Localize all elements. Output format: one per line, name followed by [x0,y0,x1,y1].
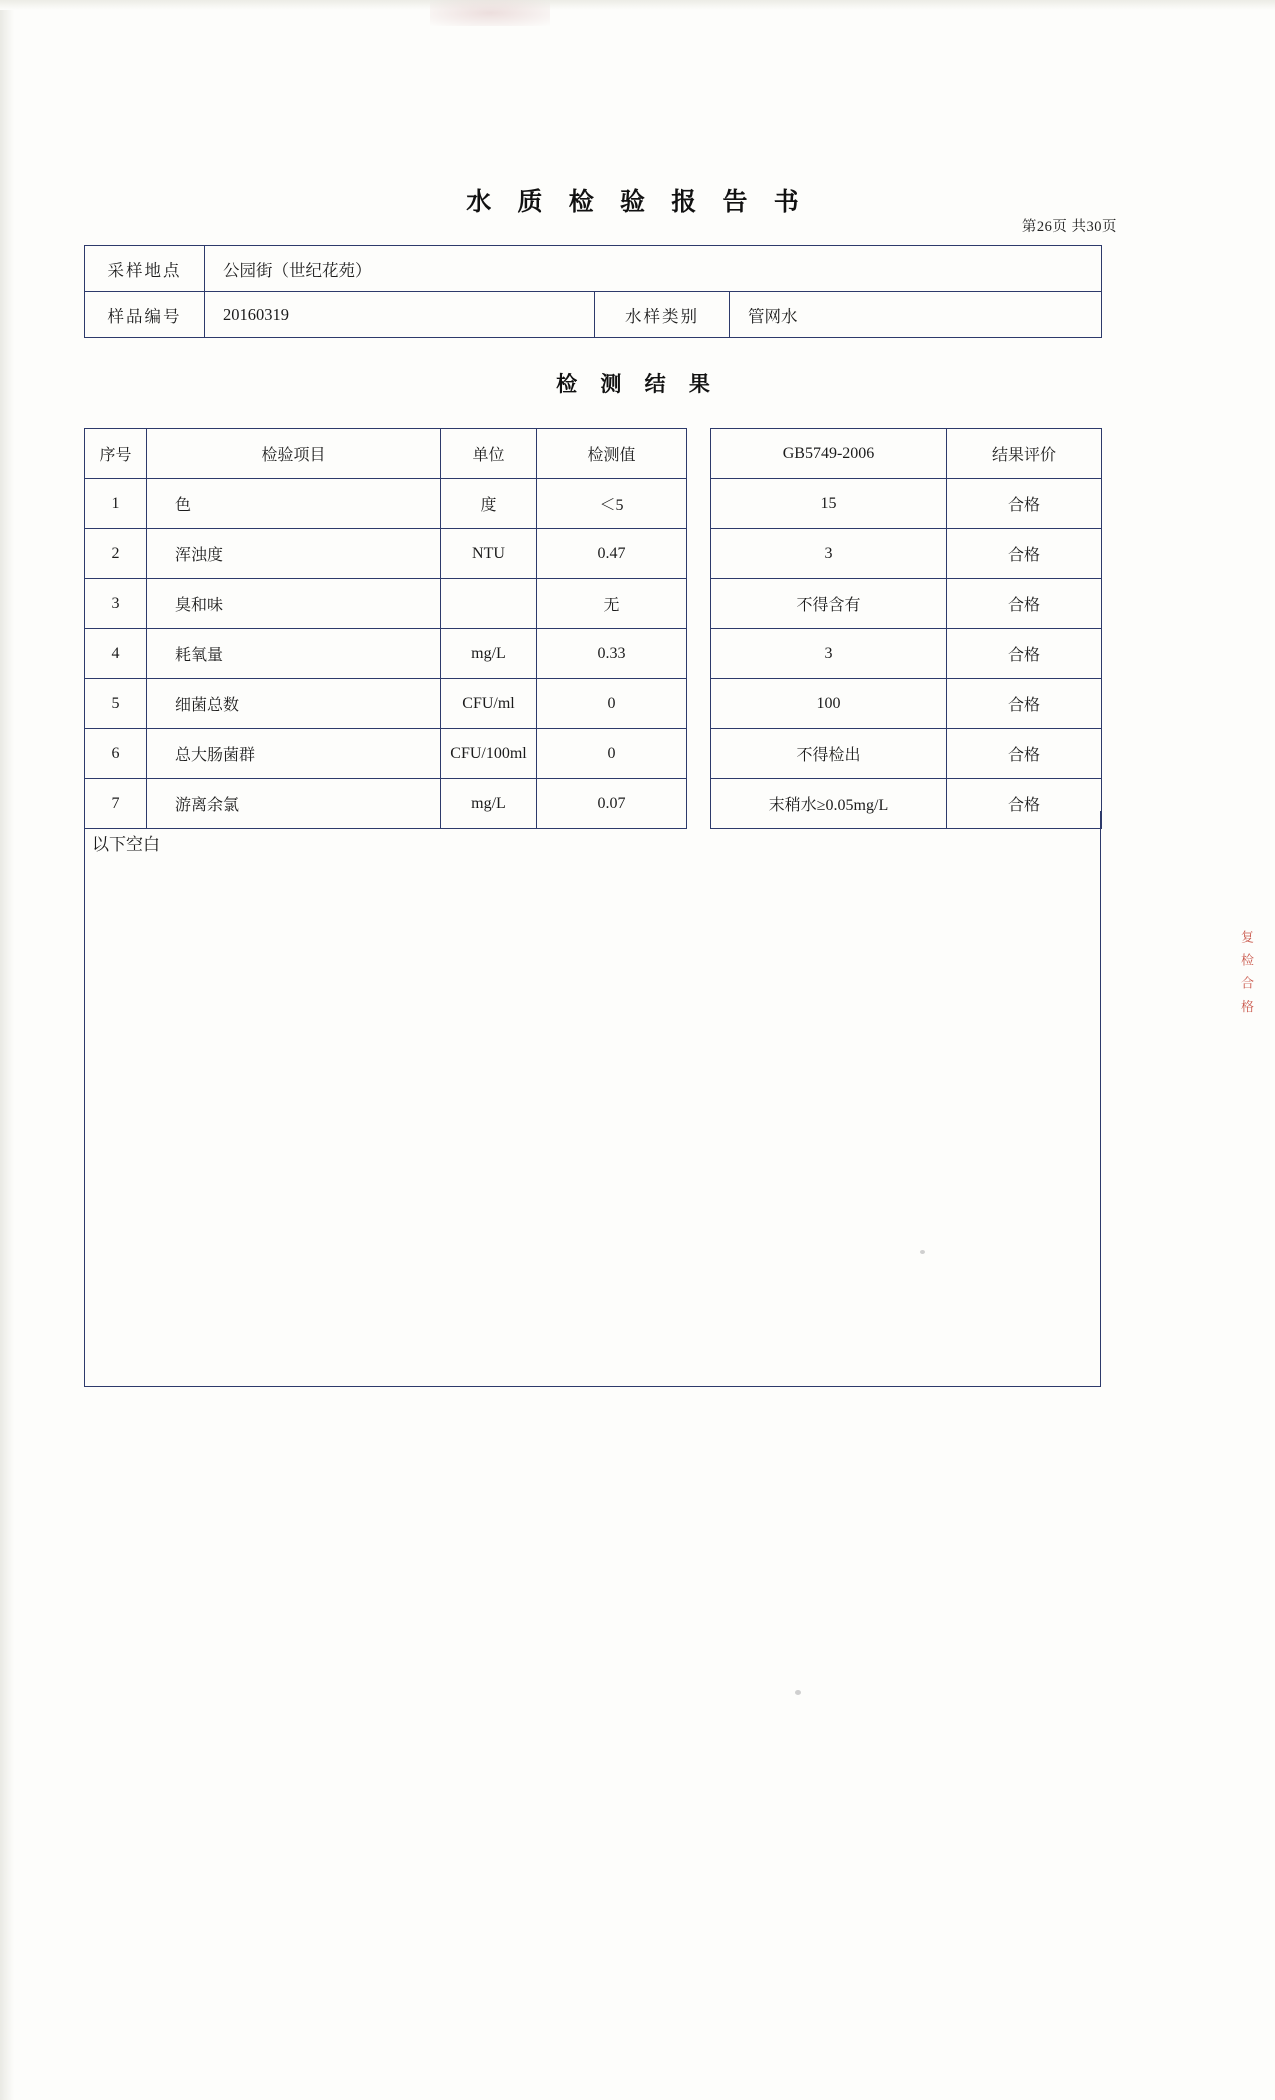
cell-evaluation: 合格 [947,679,1102,729]
water-type-label: 水样类别 [595,292,730,338]
table-row [85,246,1102,292]
cell-evaluation: 合格 [947,479,1102,529]
cell-value: 0.47 [537,529,687,579]
results-table [84,428,1102,829]
col-header-evaluation: 结果评价 [947,429,1102,479]
header-info-table [84,245,1102,338]
cell-item: 浑浊度 [147,529,441,579]
scan-smudge [430,0,550,26]
cell-item: 臭和味 [147,579,441,629]
column-gap [687,429,711,479]
scan-edge-left [0,0,14,2100]
cell-standard: 100 [711,679,947,729]
table-row [85,529,1102,579]
cell-no: 3 [85,579,147,629]
cell-no: 5 [85,679,147,729]
cell-value: 0 [537,679,687,729]
cell-no: 1 [85,479,147,529]
col-header-value: 检测值 [537,429,687,479]
page-title: 水 质 检 验 报 告 书 [466,189,809,216]
cell-value: 0 [537,729,687,779]
cell-standard: 不得检出 [711,729,947,779]
cell-evaluation: 合格 [947,779,1102,829]
column-gap [687,679,711,729]
results-table-wrap [84,428,1101,829]
blank-area-box [84,811,1101,1387]
cell-unit [441,579,537,629]
cell-item: 总大肠菌群 [147,729,441,779]
column-gap [687,529,711,579]
col-header-unit: 单位 [441,429,537,479]
cell-unit: mg/L [441,629,537,679]
results-header-row [85,429,1102,479]
cell-standard: 末稍水≥0.05mg/L [711,779,947,829]
cell-item: 细菌总数 [147,679,441,729]
cell-standard: 3 [711,629,947,679]
cell-evaluation: 合格 [947,629,1102,679]
sampling-location-value: 公园街（世纪花苑） [205,246,1102,292]
scan-edge-top [0,0,1275,10]
margin-handwriting-note: 复 检 合 格 [1238,930,1253,1016]
cell-unit: CFU/100ml [441,729,537,779]
water-type-value: 管网水 [730,292,1102,338]
cell-standard: 15 [711,479,947,529]
cell-no: 6 [85,729,147,779]
table-row [85,479,1102,529]
sample-no-label: 样品编号 [85,292,205,338]
sampling-location-label: 采样地点 [85,246,205,292]
cell-item: 游离余氯 [147,779,441,829]
table-row [85,729,1102,779]
cell-unit: 度 [441,479,537,529]
cell-value: ＜5 [537,479,687,529]
cell-unit: CFU/ml [441,679,537,729]
cell-unit: mg/L [441,779,537,829]
cell-value: 0.33 [537,629,687,679]
col-header-standard: GB5749-2006 [711,429,947,479]
table-row [85,292,1102,338]
cell-no: 2 [85,529,147,579]
scan-speck [795,1690,801,1695]
blank-area-note: 以下空白 [92,835,160,854]
page-indicator: 第26页 共30页 [1021,219,1117,235]
column-gap [687,479,711,529]
cell-item: 耗氧量 [147,629,441,679]
sample-no-value: 20160319 [205,292,595,338]
cell-standard: 不得含有 [711,579,947,629]
scan-speck [920,1250,925,1254]
cell-evaluation: 合格 [947,729,1102,779]
table-row [85,579,1102,629]
table-row [85,629,1102,679]
col-header-no: 序号 [85,429,147,479]
col-header-item: 检验项目 [147,429,441,479]
cell-no: 4 [85,629,147,679]
cell-item: 色 [147,479,441,529]
cell-value: 0.07 [537,779,687,829]
column-gap [687,629,711,679]
table-row [85,679,1102,729]
cell-value: 无 [537,579,687,629]
section-subtitle: 检 测 结 果 [556,372,719,396]
cell-evaluation: 合格 [947,529,1102,579]
cell-evaluation: 合格 [947,579,1102,629]
cell-standard: 3 [711,529,947,579]
cell-no: 7 [85,779,147,829]
column-gap [687,729,711,779]
column-gap [687,579,711,629]
cell-unit: NTU [441,529,537,579]
